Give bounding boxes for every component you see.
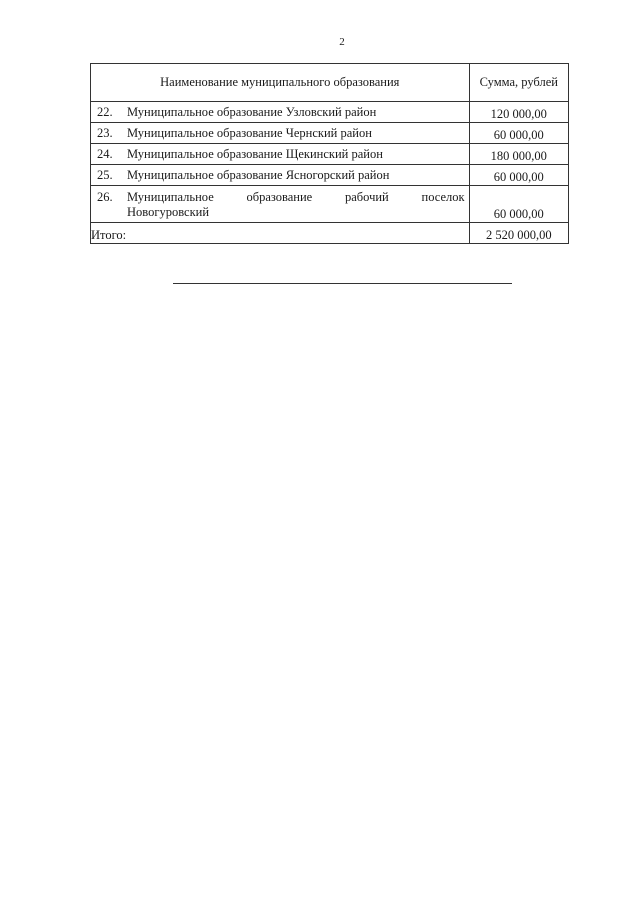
closing-rule [173,283,512,284]
row-sum: 60 000,00 [469,123,568,144]
row-number: 22. [97,105,113,119]
row-number: 23. [97,126,113,140]
table-row [91,123,569,144]
row-sum: 60 000,00 [469,165,568,186]
table-row [91,102,569,123]
page-number: 2 [339,36,345,48]
header-sum: Сумма, рублей [469,64,568,102]
row-sum: 180 000,00 [469,144,568,165]
table-row [91,165,569,186]
row-name: Муниципальное образование Ясногорский район [127,168,390,182]
row-name: Муниципальное образование Узловский район [127,105,377,119]
table-row [91,144,569,165]
row-name: Муниципальное образование Чернский район [127,126,372,140]
total-label: Итого: [91,223,470,244]
table-header-row [91,64,569,102]
row-number: 24. [97,147,113,161]
row-number: 26. [97,190,113,204]
total-row [91,223,569,244]
header-name: Наименование муниципального образования [91,64,470,102]
table-row [91,186,569,223]
row-sum: 60 000,00 [469,186,568,223]
total-sum: 2 520 000,00 [469,223,568,244]
row-sum: 120 000,00 [469,102,568,123]
allocation-table [90,63,569,244]
row-name: Муниципальное образование Щекинский район [127,147,383,161]
row-name-line-2: Новогуровский [127,205,210,219]
row-name-line-1: Муниципальное образование рабочий поселок [127,190,465,204]
row-number: 25. [97,168,113,182]
